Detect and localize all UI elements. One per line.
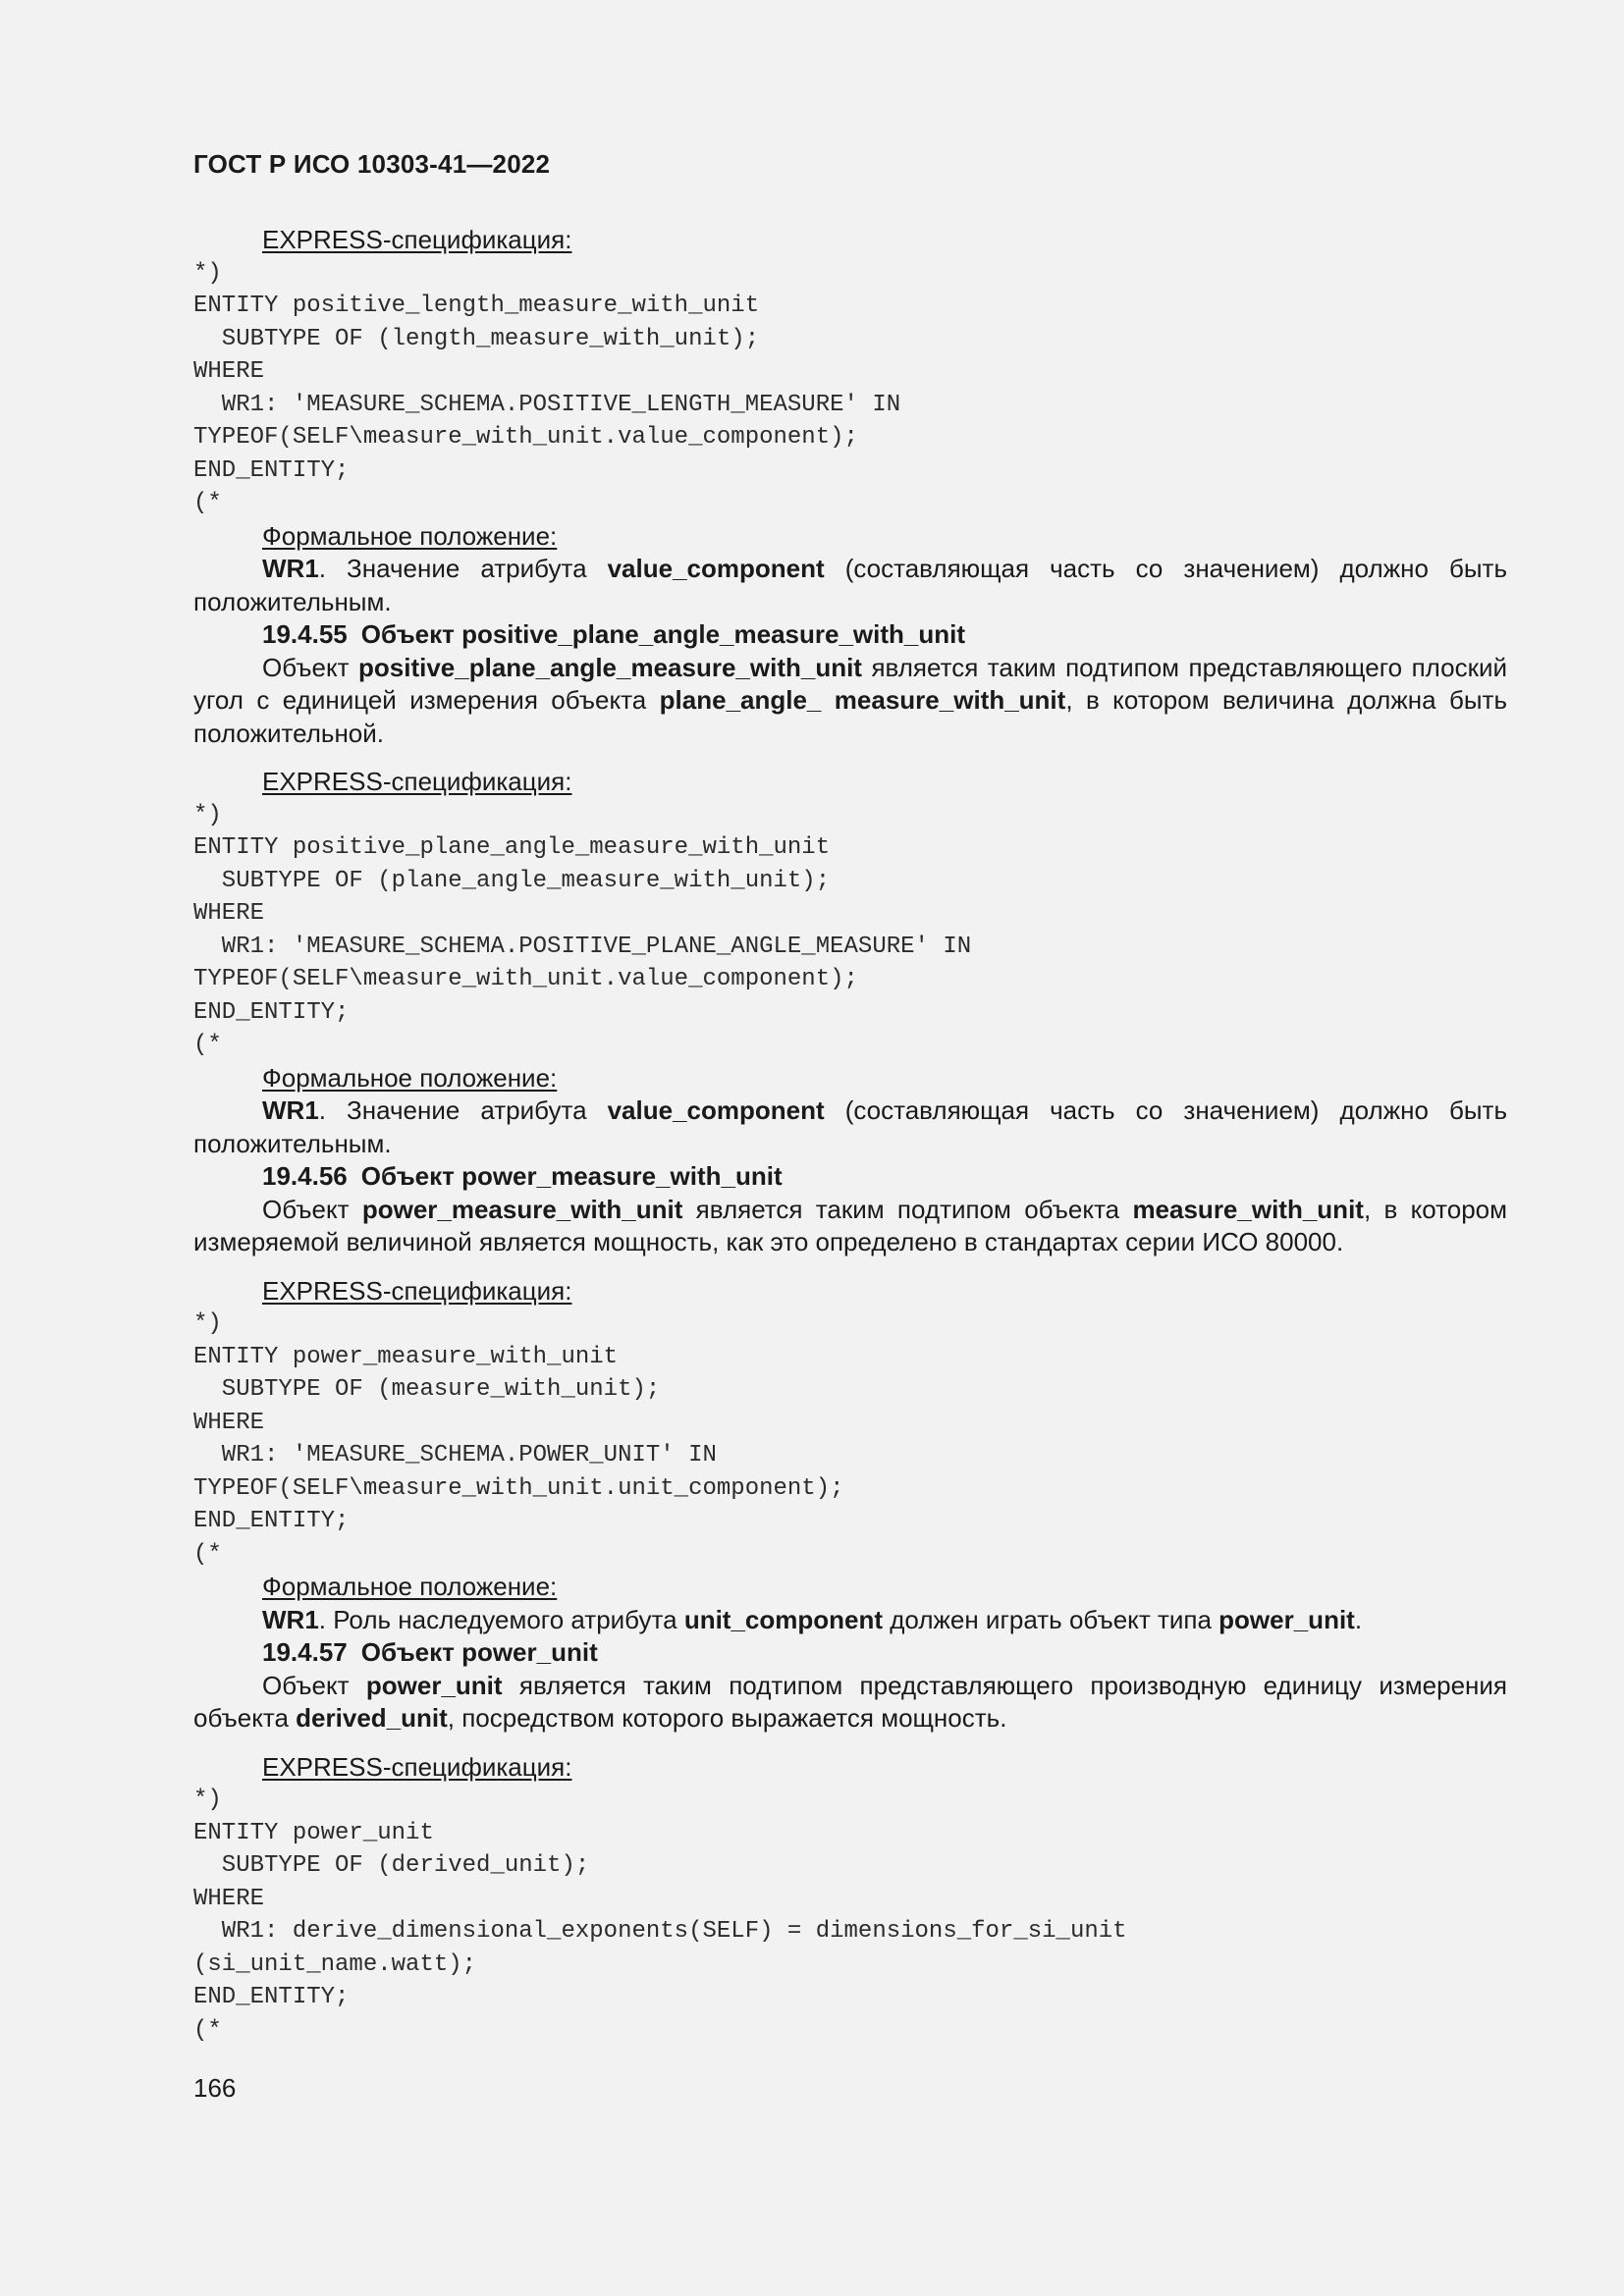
rule-text: должен играть объект типа: [883, 1604, 1219, 1634]
rule-id: WR1: [262, 1604, 319, 1634]
entity-name: derived_unit: [296, 1703, 448, 1733]
text: , посредством которого выражается мощность.: [447, 1703, 1007, 1733]
section-number: 19.4.56: [262, 1161, 348, 1191]
entity-name: power_measure_with_unit: [361, 1194, 683, 1224]
express-spec-label: EXPRESS-спецификация:: [262, 1275, 572, 1306]
entity-name: power_unit: [365, 1670, 503, 1700]
document-header: ГОСТ Р ИСО 10303-41—2022: [193, 149, 551, 179]
text: Объект: [262, 1194, 362, 1224]
entity-name: power_unit: [1218, 1604, 1355, 1634]
section-number: 19.4.55: [262, 619, 348, 649]
rule-id: WR1: [262, 1095, 319, 1125]
formal-rule-paragraph: [193, 1095, 1507, 1160]
text: является таким подтипом представляющего плоский угол с единицей измерения объекта: [193, 652, 1507, 715]
formal-statement-label: Формальное положение:: [262, 1062, 558, 1093]
attribute-name: value_component: [607, 1095, 825, 1125]
rule-text: . Значение атрибута: [318, 1095, 608, 1125]
express-spec-label: EXPRESS-спецификация:: [262, 767, 572, 796]
section-heading-19-4-57: [193, 1636, 1507, 1670]
section-number: 19.4.57: [262, 1637, 348, 1667]
document-body: [193, 224, 1507, 2047]
express-spec-label: EXPRESS-спецификация:: [262, 1751, 572, 1782]
attribute-name: unit_component: [683, 1604, 884, 1634]
formal-statement-label: Формальное положение:: [262, 1572, 558, 1601]
page-number: 166: [193, 2073, 237, 2103]
text: , в котором величина должна быть положительной.: [193, 685, 1507, 748]
document-page: [193, 0, 1507, 2296]
section-title: Объект power_unit: [360, 1637, 598, 1667]
section-title: Объект power_measure_with_unit: [360, 1161, 783, 1191]
express-spec-label: EXPRESS-спецификация:: [262, 225, 572, 254]
entity-name: positive_plane_angle_measure_with_unit: [358, 652, 862, 682]
text: , в котором измеряемой величиной является мощность, как это определено в стандартах серии ИСО 80000.: [193, 1194, 1507, 1256]
express-code-power-measure: *) ENTITY power_measure_with_unit SUBTYPE OF (measure_with_unit); WHERE WR1: 'MEASURE_SCHEMA.POWER_UNIT' IN TYPEOF(SELF\measure_with_unit.unit_component); END_ENTITY; (*: [193, 1310, 844, 1568]
text: является таким подтипом объекта: [682, 1194, 1133, 1224]
section-title: Объект positive_plane_angle_measure_with_unit: [360, 619, 966, 649]
entity-name: measure_with_unit: [1132, 1194, 1364, 1224]
formal-statement-label: Формальное положение:: [262, 520, 558, 551]
rule-text: .: [1354, 1604, 1363, 1634]
rule-text: . Роль наследуемого атрибута: [318, 1604, 684, 1634]
section-heading-19-4-56: [193, 1160, 1507, 1194]
text: Объект: [262, 652, 359, 682]
rule-text: (составляющая часть со значением) должно быть положительным.: [193, 554, 1507, 616]
section-description: [193, 652, 1507, 751]
express-code-power-unit: *) ENTITY power_unit SUBTYPE OF (derived_unit); WHERE WR1: derive_dimensional_exponents(SELF) = dimensions_for_si_unit (si_unit_name.watt); END_ENTITY; (*: [193, 1787, 1127, 2044]
formal-rule-paragraph: [193, 1604, 1507, 1637]
entity-name: plane_angle_ measure_with_unit: [659, 685, 1066, 715]
section-description: [193, 1194, 1507, 1259]
text: Объект: [262, 1670, 366, 1700]
text: является таким подтипом представляющего производную единицу измерения объекта: [193, 1670, 1507, 1733]
attribute-name: value_component: [607, 554, 825, 583]
rule-id: WR1: [262, 554, 319, 583]
rule-text: . Значение атрибута: [318, 554, 608, 583]
section-description: [193, 1670, 1507, 1735]
section-heading-19-4-55: [193, 618, 1507, 652]
formal-rule-paragraph: [193, 553, 1507, 618]
express-code-positive-length: *) ENTITY positive_length_measure_with_unit SUBTYPE OF (length_measure_with_unit); WHERE WR1: 'MEASURE_SCHEMA.POSITIVE_LENGTH_MEASURE' IN TYPEOF(SELF\measure_with_unit.value_component); END_ENTITY; (*: [193, 259, 901, 516]
rule-text: (составляющая часть со значением) должно быть положительным.: [193, 1095, 1507, 1158]
express-code-positive-plane-angle: *) ENTITY positive_plane_angle_measure_with_unit SUBTYPE OF (plane_angle_measure_with_unit); WHERE WR1: 'MEASURE_SCHEMA.POSITIVE_PLANE_ANGLE_MEASURE' IN TYPEOF(SELF\measure_with_unit.value_component); END_ENTITY; (*: [193, 801, 972, 1058]
